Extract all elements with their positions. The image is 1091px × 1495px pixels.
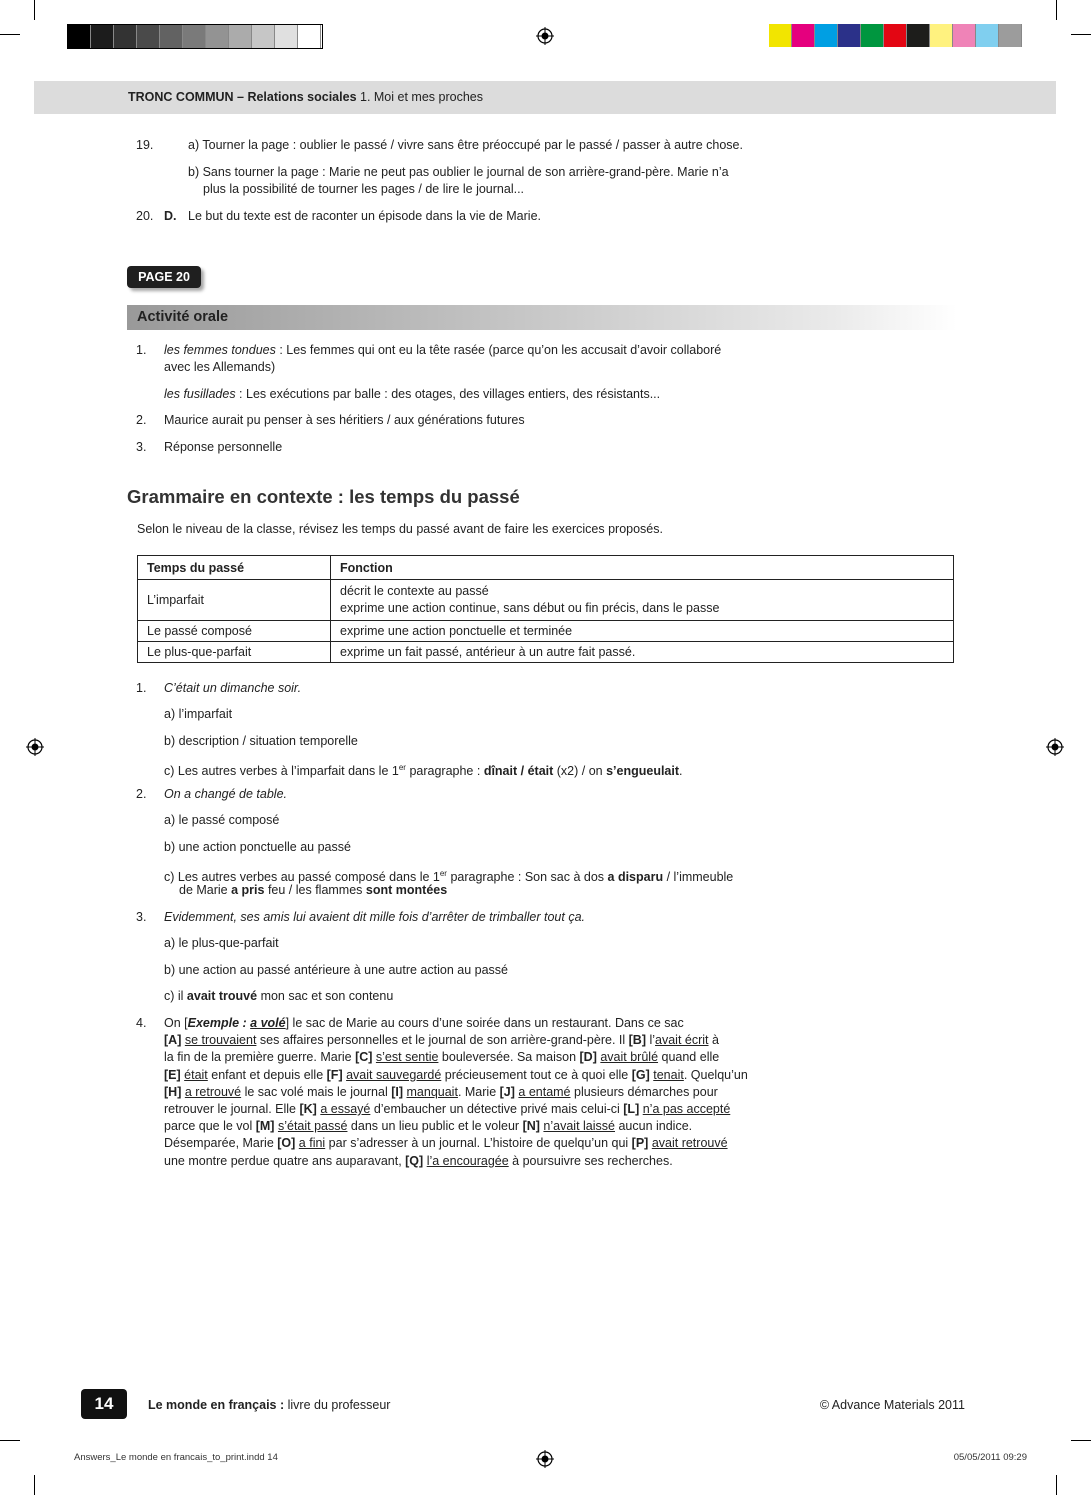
cell-line: décrit le contexte au passé [340,584,489,598]
cloze-line [164,1084,718,1101]
text: plusieurs démarches pour [570,1085,718,1099]
item-number: 3. [136,440,147,454]
cloze-line [164,1032,719,1049]
section-heading: Grammaire en contexte : les temps du passé [127,486,520,507]
registration-mark-icon [536,27,554,45]
quote: Evidemment, ses amis lui avaient dit mille fois d’arrêter de trimballer tout ça. [164,910,585,924]
text: mon sac et son contenu [257,989,394,1003]
text: . Marie [457,1085,500,1099]
color-swatch [953,24,976,47]
table-row [138,642,954,663]
process-color-bar [769,24,1023,47]
cloze-line [164,1049,719,1066]
answer-20-text: Le but du texte est de raconter un épisode dans la vie de Marie. [188,209,542,223]
text: paragraphe : [405,764,484,779]
text: dans un lieu public et le voleur [347,1119,523,1133]
text: à [708,1033,719,1047]
text: la fin de la première guerre. Marie [164,1050,356,1064]
registration-mark-icon [1046,738,1064,756]
text: parce que le vol [164,1119,256,1133]
oral-answer-1b [164,386,660,403]
color-swatch [861,24,884,47]
blank-marker: [J] [499,1085,515,1099]
verb: n’a pas accepté [642,1102,731,1116]
definition: : Les exécutions par balle : des otages, des villages entiers, des résistants... [235,387,661,401]
color-swatch [769,24,792,47]
blank-marker: [A] [164,1033,182,1047]
slug-filename: Answers_Le monde en francais_to_print.indd 14 [74,1452,278,1463]
text: d’embaucher un détective privé mais celui-ci [370,1102,624,1116]
color-swatch [206,25,229,48]
text: (x2) / on [553,764,607,779]
text: c) il [164,989,187,1003]
definition: : Les femmes qui ont eu la tête rasée (parce qu’on les accusait d’avoir collaboré [275,343,722,357]
text: On [ [164,1016,188,1030]
item-number: 1. [136,343,147,357]
text: enfant et depuis elle [207,1068,327,1082]
verb: avait trouvé [186,989,258,1003]
table-cell: Le plus-que-parfait [138,642,331,663]
answer-19b-line2: plus la possibilité de tourner les pages / de lire le journal... [203,182,525,196]
copyright: © Advance Materials 2011 [819,1398,965,1412]
text: l’ [645,1033,656,1047]
term: les fusillades [164,387,236,401]
verb: sont montées [365,883,448,897]
cloze-line [164,1135,728,1152]
table-cell [331,580,954,621]
item-number: 2. [136,413,147,427]
crop-mark [1056,0,1057,20]
verb: a essayé [320,1102,371,1116]
cloze-line [164,1067,748,1084]
item-number: 4. [136,1016,147,1030]
crop-mark [0,1440,20,1441]
text: par s’adresser à un journal. L’histoire de quelqu’un qui [325,1136,632,1150]
oral-answer-2: Maurice aurait pu penser à ses héritiers / aux générations futures [164,413,525,427]
blank-marker: [L] [623,1102,640,1116]
blank-marker: [C] [355,1050,373,1064]
table-cell: L’imparfait [138,580,331,621]
answer-line: a) le plus-que-parfait [164,936,279,950]
color-swatch [999,24,1022,47]
color-swatch [229,25,252,48]
crop-mark [1071,1440,1091,1441]
text: . [679,764,683,779]
color-swatch [137,25,160,48]
text: feu / les flammes [264,883,366,897]
answer-20-letter: D. [164,209,177,223]
cloze-line [164,1118,692,1135]
answer-line: a) l’imparfait [164,707,233,721]
text: retrouver le journal. Elle [164,1102,300,1116]
blank-marker: [Q] [405,1154,424,1168]
slug-date: 05/05/2011 09:29 [953,1452,1027,1463]
table-cell: Le passé composé [138,621,331,642]
verb: a pris [231,883,265,897]
verb: a disparu [607,870,664,885]
table-cell: exprime un fait passé, antérieur à un autre fait passé. [331,642,954,663]
color-swatch [160,25,183,48]
verb: tenait [653,1068,684,1082]
blank-marker: [P] [631,1136,649,1150]
verb: avait écrit [655,1033,709,1047]
text: une montre perdue quatre ans auparavant, [164,1154,406,1168]
book-title-sub: livre du professeur [284,1398,391,1412]
verb: se trouvaient [184,1033,257,1047]
verb: était [184,1068,208,1082]
blank-marker: [D] [579,1050,597,1064]
crop-mark [1071,34,1091,35]
color-swatch [976,24,999,47]
page-number: 14 [81,1389,127,1419]
blank-marker: [E] [164,1068,181,1082]
color-swatch [183,25,206,48]
blank-marker: [I] [391,1085,404,1099]
blank-marker: [O] [277,1136,296,1150]
crop-mark [0,34,20,35]
item-number: 2. [136,787,147,801]
registration-mark-icon [26,738,44,756]
header-series: TRONC COMMUN – Relations sociales [128,90,357,104]
crop-mark [34,1475,35,1495]
registration-mark-icon [536,1450,554,1468]
color-swatch [815,24,838,47]
text: quand elle [658,1050,720,1064]
blank-marker: [G] [631,1068,650,1082]
header-chapter: 1. Moi et mes proches [360,90,483,104]
table-cell: exprime une action ponctuelle et terminée [331,621,954,642]
superscript: er [439,869,447,878]
verb: l’a encouragée [426,1154,509,1168]
answer-19a: a) Tourner la page : oublier le passé / vivre sans être préoccupé par le passé / passer à autre chose. [188,138,743,152]
book-title [148,1398,390,1412]
color-swatch [275,25,298,48]
table-row [138,580,954,621]
verb: s’est sentie [375,1050,439,1064]
table-header: Fonction [331,556,954,580]
verb: avait retrouvé [651,1136,728,1150]
book-title-main: Le monde en français : [148,1398,285,1412]
blank-marker: [K] [299,1102,317,1116]
answer-19b-line1: b) Sans tourner la page : Marie ne peut pas oublier le journal de son arrière-grand-père. Marie n’a [188,165,729,179]
section-band [127,305,957,330]
blank-marker: [H] [164,1085,182,1099]
text: à poursuivre ses recherches. [508,1154,673,1168]
color-swatch [907,24,930,47]
term: les femmes tondues [164,343,276,357]
page-tag: PAGE 20 [127,266,201,288]
color-swatch [68,25,91,48]
verb: s’engueulait [606,764,680,779]
blank-marker: [F] [326,1068,343,1082]
text: ] le sac de Marie au cours d’une soirée dans un restaurant. Dans ce sac [285,1016,684,1030]
text: Désemparée, Marie [164,1136,278,1150]
verb: a fini [298,1136,326,1150]
text: le sac volé mais le journal [241,1085,392,1099]
answer-line: b) une action au passé antérieure à une autre action au passé [164,963,508,977]
cloze-line [164,1015,684,1032]
item-number: 1. [136,681,147,695]
text: c) Les autres verbes à l’imparfait dans le 1 [164,764,399,779]
cell-line: exprime une action continue, sans début ou fin précis, dans le passe [340,601,720,615]
answer-line [164,988,393,1005]
text: / [517,764,528,779]
quote: On a changé de table. [164,787,288,801]
text: aucun indice. [615,1119,693,1133]
answer-line: b) une action ponctuelle au passé [164,840,351,854]
color-swatch [298,25,321,48]
text: / l’immeuble [663,870,734,885]
verb: avait brûlé [600,1050,659,1064]
answer-line [164,759,683,780]
oral-answer-3: Réponse personnelle [164,440,283,454]
blank-marker: [N] [522,1119,540,1133]
text: précieusement tout ce à quoi elle [441,1068,632,1082]
verb: s’était passé [277,1119,348,1133]
oral-answer-1-line1 [164,342,721,359]
verb: a retrouvé [184,1085,242,1099]
oral-answer-1-line2: avec les Allemands) [164,360,276,374]
verb: manquait [406,1085,458,1099]
blank-marker: [M] [255,1119,275,1133]
item-number: 19. [136,138,154,152]
item-number: 3. [136,910,147,924]
color-swatch [252,25,275,48]
answer-line: b) description / situation temporelle [164,734,358,748]
example-label: Exemple : [187,1016,251,1030]
color-swatch [91,25,114,48]
color-swatch [114,25,137,48]
verb: avait sauvegardé [346,1068,442,1082]
crop-mark [1056,1475,1057,1495]
verb: a volé [250,1016,286,1030]
text: de Marie [179,883,232,897]
tenses-table [137,555,954,663]
text: bouleversée. Sa maison [438,1050,580,1064]
color-swatch [930,24,953,47]
text: ses affaires personnelles et le journal de son arrière-grand-père. Il [256,1033,629,1047]
section-title: Activité orale [137,309,229,325]
crop-mark [34,0,35,20]
table-header-row [138,556,954,580]
verb: n’avait laissé [543,1119,615,1133]
color-swatch [792,24,815,47]
text: c) Les autres verbes au passé composé dans le 1 [164,870,440,885]
cloze-line [164,1153,673,1170]
verb: a entamé [518,1085,571,1099]
answer-line [179,882,447,899]
grayscale-color-bar [67,24,323,49]
text: . Quelqu’un [683,1068,748,1082]
text: paragraphe : Son sac à dos [446,870,608,885]
superscript: er [398,763,406,772]
running-header [128,90,483,104]
blank-marker: [B] [628,1033,646,1047]
table-header: Temps du passé [138,556,331,580]
answer-line: a) le passé composé [164,813,280,827]
table-row [138,621,954,642]
quote: C’était un dimanche soir. [164,681,302,695]
grammar-intro: Selon le niveau de la classe, révisez les temps du passé avant de faire les exercices proposés. [137,522,663,536]
color-swatch [884,24,907,47]
verb: était [527,764,554,779]
verb: dînait [483,764,518,779]
color-swatch [838,24,861,47]
item-number: 20. [136,209,154,223]
cloze-line [164,1101,730,1118]
